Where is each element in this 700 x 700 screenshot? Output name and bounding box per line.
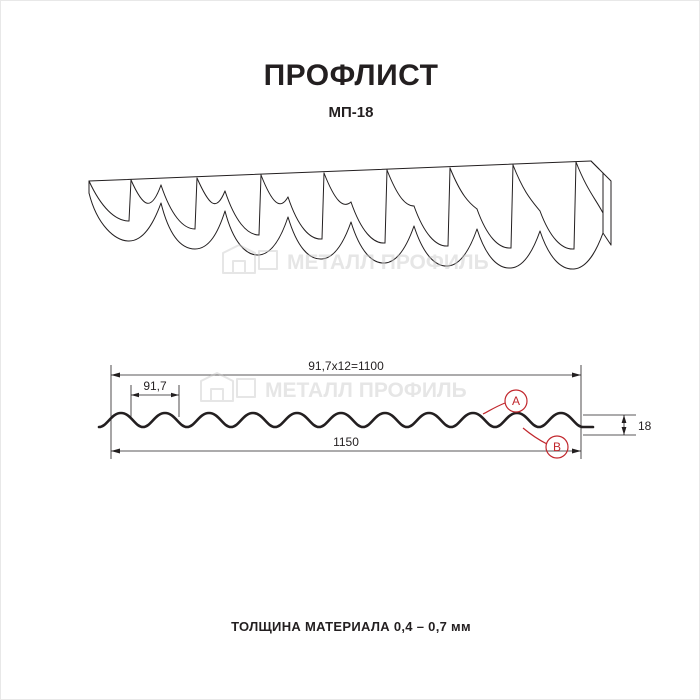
svg-text:МЕТАЛЛ ПРОФИЛЬ: МЕТАЛЛ ПРОФИЛЬ — [265, 379, 467, 402]
dimension-height: 18 — [638, 419, 652, 433]
callout-b-label: B — [552, 440, 562, 454]
svg-text:МЕТАЛЛ ПРОФИЛЬ: МЕТАЛЛ ПРОФИЛЬ — [287, 251, 489, 274]
dimension-pitch-single: 91,7 — [143, 379, 167, 393]
page-title: ПРОФЛИСТ — [263, 59, 439, 92]
dimension-pitch-total: 91,7x12=1100 — [308, 359, 384, 373]
callout-a-label: A — [511, 394, 521, 408]
material-thickness-note: ТОЛЩИНА МАТЕРИАЛА 0,4 – 0,7 мм — [231, 619, 471, 634]
profile-cross-section-drawing — [91, 351, 651, 481]
product-code: МП-18 — [328, 104, 374, 121]
dimension-overall-width: 1150 — [333, 435, 359, 449]
profile-isometric-drawing — [71, 141, 641, 291]
